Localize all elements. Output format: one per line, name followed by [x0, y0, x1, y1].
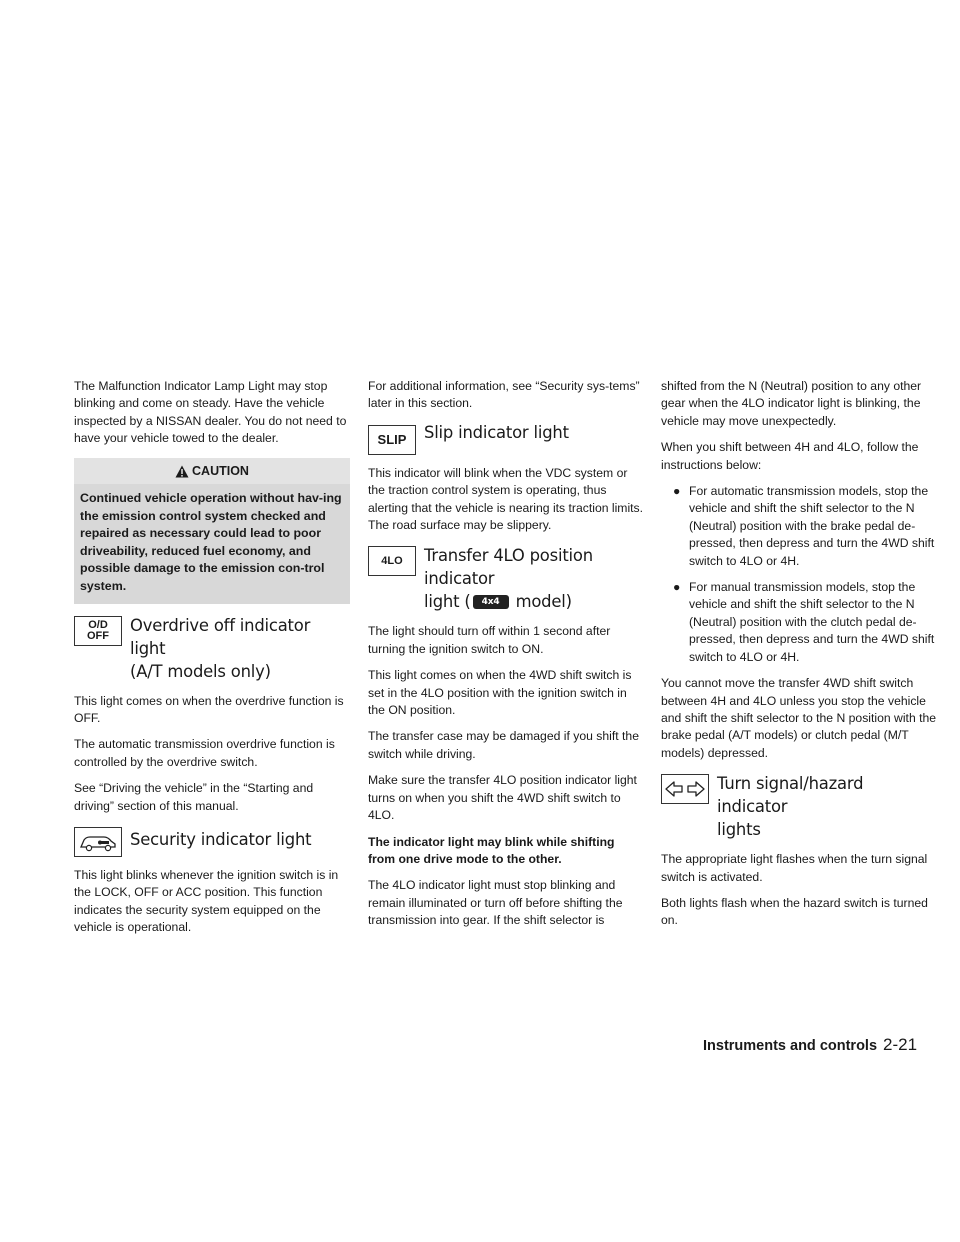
section-name: Instruments and controls [703, 1038, 878, 1054]
caution-text: Continued vehicle operation without hav-ing the emission control system checked and repaired as necessary could lead to poor driveability, reduced fuel economy, and possible damage to the emission con-trol system. [80, 491, 342, 593]
warning-icon [175, 465, 189, 478]
od-heading-line1: Overdrive off indicator light [130, 615, 311, 658]
turn-signal-heading [661, 772, 937, 841]
list-item: ● For automatic transmission models, stop the vehicle and shift the shift selector to the N (Neutral) position with the brake pedal de-pressed, then depress and turn the 4WD shift switch to 4LO or 4H. [673, 484, 935, 568]
od-paragraph-1: This light comes on when the overdrive function is OFF. [74, 693, 344, 725]
4lo-paragraph-6: The 4LO indicator light must stop blinking and remain illuminated or turn off before shifting the transmission into gear. If the shift selector is [368, 878, 623, 928]
continued-paragraph: shifted from the N (Neutral) position to any other gear when the 4LO indicator light is blinking, the vehicle may move unexpectedly. [661, 379, 922, 428]
4lo-heading-line2: light ( 4x4 model) [424, 592, 572, 612]
security-heading: Security indicator light [74, 825, 350, 857]
transfer-4lo-heading [368, 544, 644, 613]
slip-heading: SLIP Slip indicator light [368, 423, 644, 455]
additional-info-paragraph: For additional information, see “Security sys-tems” later in this section. [368, 379, 640, 411]
intro-paragraph: The Malfunction Indicator Lamp Light may stop blinking and come on steady. Have the vehicle inspected by a NISSAN dealer. You do not need to have your vehicle towed to the dealer. [74, 379, 347, 446]
4lo-icon: 4LO [368, 546, 416, 576]
od-paragraph-3: See “Driving the vehicle” in the “Starting and driving” section of this manual. [74, 781, 314, 813]
od-heading-line2: (A/T models only) [130, 661, 271, 681]
od-off-icon: O/D OFF [74, 616, 122, 646]
4lo-paragraph-1: The light should turn off within 1 second after turning the ignition switch to ON. [368, 624, 611, 656]
slip-paragraph-1: This indicator will blink when the VDC system or the traction control system is operating, thus alerting that the vehicle is nearing its traction limits. The road surface may be slippery. [368, 465, 644, 533]
caution-box [74, 458, 350, 604]
overdrive-off-heading [74, 614, 350, 683]
turn-paragraph-1: The appropriate light flashes when the turn signal switch is activated. [661, 852, 928, 884]
list-item: ● For manual transmission models, stop the vehicle and shift the shift selector to the N (Neutral) position with the clutch pedal de-pressed, then depress and turn the 4WD shift switch to 4LO or 4H. [673, 580, 935, 664]
caution-title: CAUTION [192, 463, 249, 478]
4lo-paragraph-3: The transfer case may be damaged if you shift the switch while driving. [368, 729, 639, 761]
turn-heading-line2: lights [717, 820, 761, 840]
4lo-paragraph-5-bold: The indicator light may blink while shifting from one drive mode to the other. [368, 834, 615, 866]
4lo-paragraph-4: Make sure the transfer 4LO position indicator light turns on when you shift the 4WD shift switch to 4LO. [368, 773, 637, 823]
column-3 [661, 378, 937, 939]
turn-heading-line1: Turn signal/hazard indicator [717, 774, 864, 817]
caution-header [74, 458, 350, 484]
slip-icon: SLIP [368, 425, 416, 455]
security-car-icon [74, 827, 122, 857]
turn-signal-arrows-icon [661, 774, 709, 804]
od-paragraph-2: The automatic transmission overdrive function is controlled by the overdrive switch. [74, 737, 335, 769]
shift-instructions-intro: When you shift between 4H and 4LO, follow the instructions below: [661, 440, 919, 472]
page-footer [703, 1035, 917, 1055]
4x4-badge-icon: 4x4 [473, 595, 509, 609]
security-paragraph-1: This light blinks whenever the ignition switch is in the LOCK, OFF or ACC position. This function indicates the security system equipped on the vehicle is operational. [74, 868, 339, 935]
column-1 [74, 378, 350, 946]
column-2 [368, 378, 644, 939]
4lo-paragraph-2: This light comes on when the 4WD shift switch is set in the 4LO position with the ignition switch in the ON position. [368, 668, 632, 718]
cannot-move-paragraph: You cannot move the transfer 4WD shift switch between 4H and 4LO unless you stop the vehicle and shift the shift selector to the N position with the brake pedal (A/T models) or clutch pedal (M/T models) depressed. [661, 676, 937, 760]
4lo-heading-line1: Transfer 4LO position indicator [424, 546, 593, 589]
page-number: 2-21 [883, 1035, 918, 1054]
turn-paragraph-2: Both lights flash when the hazard switch is turned on. [661, 895, 928, 928]
